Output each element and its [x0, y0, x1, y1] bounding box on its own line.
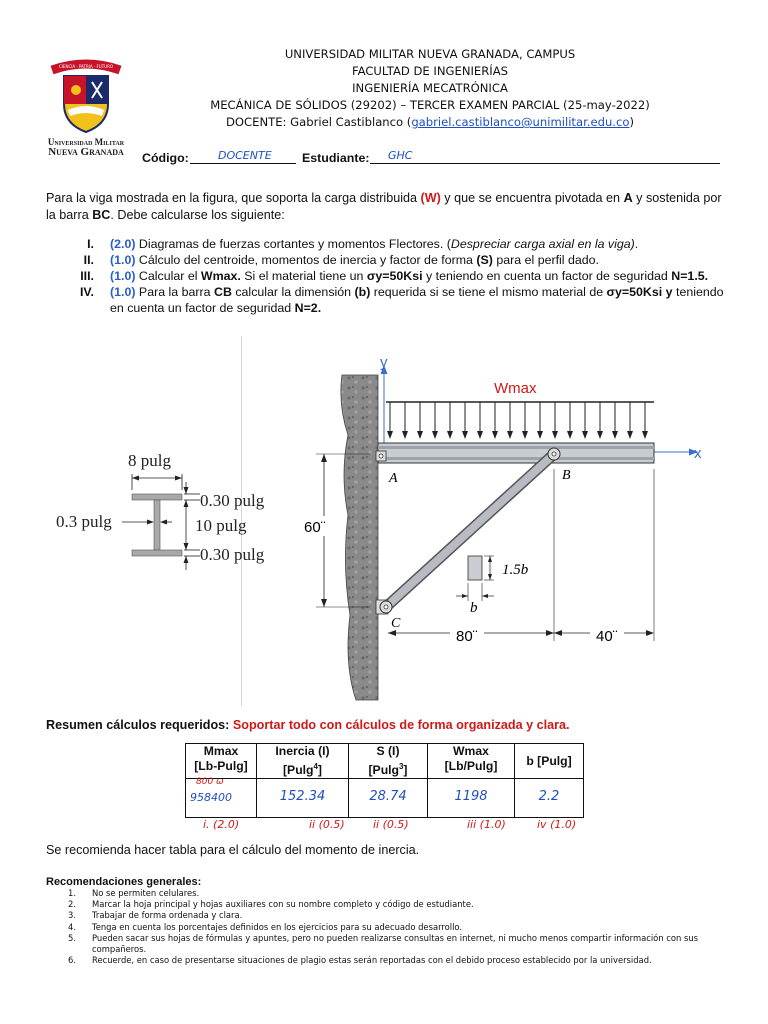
recommendations-title: Recomendaciones generales: — [46, 876, 202, 888]
logo-ribbon: CIENCIA · PATRIA · FUTURO — [58, 64, 114, 69]
list-item: 6. Recuerde, en caso de presentarse situaciones de plagio estas serán reportadas con el debido proceso establecido por la universidad. — [68, 955, 652, 966]
logo-text-line1: Universidad Militar — [47, 137, 125, 147]
profile-height-label: 10 pulg — [195, 516, 247, 535]
i-profile-figure — [50, 440, 290, 590]
results-table — [185, 743, 584, 818]
bar-cross-section — [468, 556, 482, 580]
list-item: I. (2.0) Diagramas de fuerzas cortantes y momentos Flectores. (Despreciar carga axial en la viga). — [87, 237, 639, 251]
list-item: 1. No se permiten celulares. — [68, 888, 200, 898]
general-recommendations — [46, 876, 746, 966]
student-label: Estudiante: — [302, 151, 370, 165]
col-wmax: Wmax [Lb/Pulg] — [428, 744, 515, 779]
value-inertia: 152.34 — [257, 779, 349, 818]
point-c-label: C — [391, 616, 401, 631]
header-teacher — [190, 114, 670, 130]
beam-figure — [290, 345, 730, 705]
teacher-email-link[interactable]: gabriel.castiblanco@unimilitar.edu.co — [411, 115, 630, 129]
load-w-label: (W) — [420, 191, 441, 205]
summary-heading: Resumen cálculos requeridos: Soportar todo con cálculos de forma organizada y clara. — [46, 718, 570, 732]
grade-mark: iv (1.0) — [537, 818, 577, 831]
col-mmax: Mmax [Lb-Pulg] — [186, 744, 257, 779]
student-value[interactable]: GHC — [388, 149, 413, 162]
height-60-label: 60¨ — [304, 519, 326, 536]
span-40-label: 40¨ — [596, 628, 618, 645]
distributed-load-arrows — [390, 402, 645, 433]
student-info-row — [140, 149, 730, 167]
teacher-suffix: ) — [629, 115, 634, 129]
grade-marks — [185, 818, 605, 836]
code-label: Código: — [142, 151, 189, 165]
profile-web-label: 0.3 pulg — [56, 512, 112, 531]
span-80-label: 80¨ — [456, 628, 478, 645]
grade-mark: i. (2.0) — [203, 818, 240, 831]
value-s: 28.74 — [349, 779, 428, 818]
code-value[interactable]: DOCENTE — [218, 149, 272, 162]
header-faculty: FACULTAD DE INGENIERÍAS — [351, 64, 509, 78]
col-b: b [Pulg] — [515, 744, 584, 779]
list-item: 2. Marcar la hoja principal y hojas auxiliares con su nombre completo y código de estudiante. — [68, 899, 474, 910]
list-item: III. (1.0) Calcular el Wmax. Si el material tiene un σy=50Ksi y teniendo en cuenta un factor de seguridad N=1.5. — [80, 269, 709, 283]
grade-mark: ii (0.5) — [373, 818, 409, 831]
col-s: S (I) [Pulg$^3$] — [349, 744, 428, 779]
task-list — [46, 236, 736, 316]
point-b-label: B — [562, 468, 571, 483]
dim-1-5b-label: 1.5b — [502, 562, 529, 578]
list-item: 5. Pueden sacar sus hojas de fórmulas y apuntes, pero no pueden realizarse consultas en internet, ni mucho menos compartir información con sus compañeros. — [68, 932, 698, 955]
wall — [341, 375, 378, 700]
header-course: MECÁNICA DE SÓLIDOS (29202) – TERCER EXAMEN PARCIAL (25-may-2022) — [210, 98, 650, 112]
profile-width-label: 8 pulg — [128, 451, 171, 470]
x-axis-label: x — [694, 445, 702, 462]
grade-mark: iii (1.0) — [467, 818, 506, 831]
profile-flange-top-label: 0.30 pulg — [200, 491, 265, 510]
col-inertia: Inercia (I) [Pulg$^4$] — [257, 744, 349, 779]
shield-icon — [38, 58, 134, 138]
dim-b-label: b — [470, 600, 478, 616]
grade-mark: ii (0.5) — [309, 818, 345, 831]
list-item: 4. Tenga en cuenta los porcentajes definidos en los ejercicios para su adecuado desarrollo. — [68, 921, 463, 932]
profile-flange-bottom-label: 0.30 pulg — [200, 545, 265, 564]
value-mmax: 800 ω 958400 — [186, 779, 257, 818]
list-item: IV. (1.0) Para la barra CB calcular la dimensión (b) requerida si se tiene el mismo material de σy=50Ksi y teniendo en cuenta un factor de seguridad N=2. — [79, 285, 724, 315]
y-axis-label: y — [380, 354, 388, 371]
value-b: 2.2 — [515, 779, 584, 818]
value-wmax: 1198 — [428, 779, 515, 818]
wmax-load-label: Wmax — [494, 380, 537, 397]
list-item: II. (1.0) Cálculo del centroide, momentos de inercia y factor de forma (S) para el perfil dado. — [83, 253, 599, 267]
header-university: UNIVERSIDAD MILITAR NUEVA GRANADA, CAMPUS — [284, 47, 576, 61]
header-program: INGENIERÍA MECATRÓNICA — [352, 81, 508, 95]
problem-statement: Para la viga mostrada en la figura, que soporta la carga distribuida (W) y que se encuentra pivotada en A y sostenida por la barra BC. Debe calcularse los siguiente: — [46, 191, 722, 222]
logo-text-line2: Nueva Granada — [48, 146, 124, 158]
point-a-label: A — [389, 471, 398, 486]
inertia-recommendation: Se recomienda hacer tabla para el cálculo del momento de inercia. — [46, 843, 420, 857]
list-item: 3. Trabajar de forma ordenada y clara. — [68, 910, 243, 921]
teacher-prefix: DOCENTE: Gabriel Castiblanco ( — [225, 115, 412, 129]
